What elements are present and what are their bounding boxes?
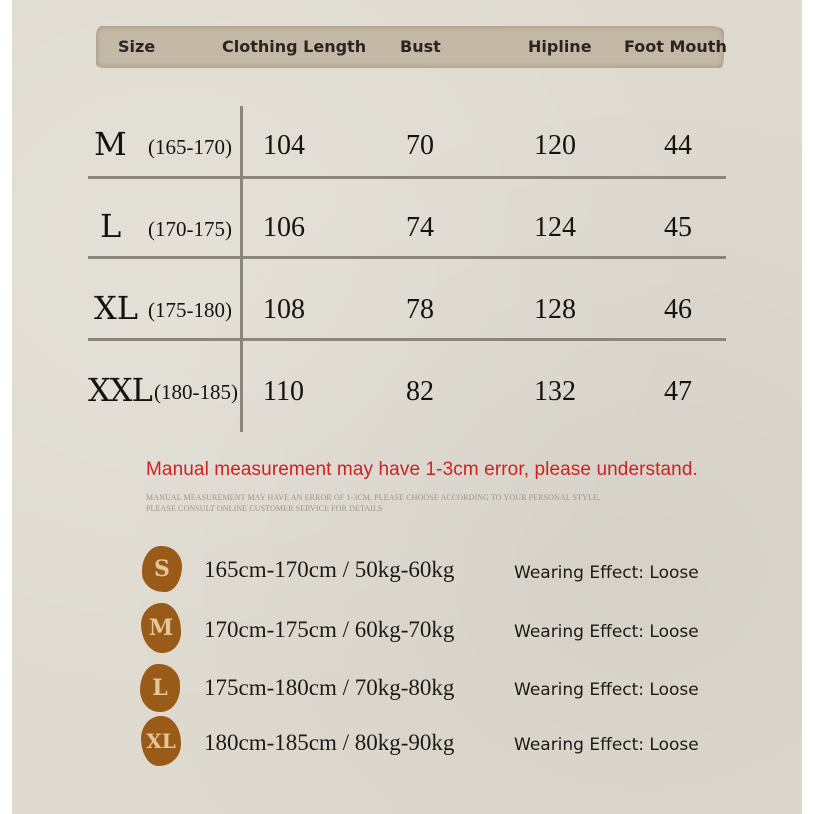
cell-bust: 82 [406, 376, 434, 407]
size-badge-s: S [142, 546, 182, 592]
cell-bust: 78 [406, 294, 434, 325]
size-spec: 165cm-170cm / 50kg-60kg [204, 557, 455, 582]
wearing-effect: Wearing Effect: Loose [514, 680, 699, 700]
size-badge-m: M [141, 603, 181, 653]
row-size-range: (170-175) [148, 217, 232, 241]
size-spec: 180cm-185cm / 80kg-90kg [204, 730, 455, 755]
row-size: M [94, 125, 127, 163]
header-clothing-length: Clothing Length [222, 37, 367, 56]
row-divider [88, 338, 726, 341]
header-size: Size [118, 37, 156, 56]
size-badge-xl: XL [141, 716, 181, 766]
measurement-note-detail: MANUAL MEASUREMENT MAY HAVE AN ERROR OF 1-3CM, PLEASE CHOOSE ACCORDING TO YOUR PERSONAL STYLE, [146, 493, 601, 502]
row-size: XXL [88, 371, 152, 409]
size-spec: 170cm-175cm / 60kg-70kg [204, 617, 455, 642]
row-size-range: (175-180) [148, 298, 232, 322]
cell-hipline: 132 [534, 376, 576, 407]
row-size: L [100, 207, 122, 245]
cell-clothing-length: 108 [263, 294, 305, 325]
cell-clothing-length: 104 [263, 130, 305, 161]
cell-foot-mouth: 44 [664, 130, 692, 161]
header-hipline: Hipline [528, 37, 592, 56]
cell-foot-mouth: 47 [664, 376, 692, 407]
size-chart-page [12, 0, 802, 814]
size-badge-l: L [140, 664, 180, 712]
header-foot-mouth: Foot Mouth [624, 37, 727, 56]
measurement-note-detail: PLEASE CONSULT ONLINE CUSTOMER SERVICE FOR DETAILS [146, 504, 383, 513]
cell-foot-mouth: 46 [664, 294, 692, 325]
cell-clothing-length: 106 [263, 212, 305, 243]
cell-hipline: 124 [534, 212, 576, 243]
row-divider [88, 256, 726, 259]
header-bust: Bust [400, 37, 441, 56]
measurement-note: Manual measurement may have 1-3cm error, please understand. [146, 459, 698, 480]
wearing-effect: Wearing Effect: Loose [514, 563, 699, 583]
row-divider [88, 176, 726, 179]
cell-hipline: 128 [534, 294, 576, 325]
cell-clothing-length: 110 [263, 376, 304, 407]
row-size-range: (180-185) [154, 380, 238, 404]
cell-bust: 74 [406, 212, 434, 243]
size-spec: 175cm-180cm / 70kg-80kg [204, 675, 455, 700]
row-size: XL [94, 289, 139, 327]
cell-hipline: 120 [534, 130, 576, 161]
wearing-effect: Wearing Effect: Loose [514, 622, 699, 642]
cell-foot-mouth: 45 [664, 212, 692, 243]
cell-bust: 70 [406, 130, 434, 161]
row-size-range: (165-170) [148, 135, 232, 159]
column-divider [240, 106, 243, 432]
wearing-effect: Wearing Effect: Loose [514, 735, 699, 755]
